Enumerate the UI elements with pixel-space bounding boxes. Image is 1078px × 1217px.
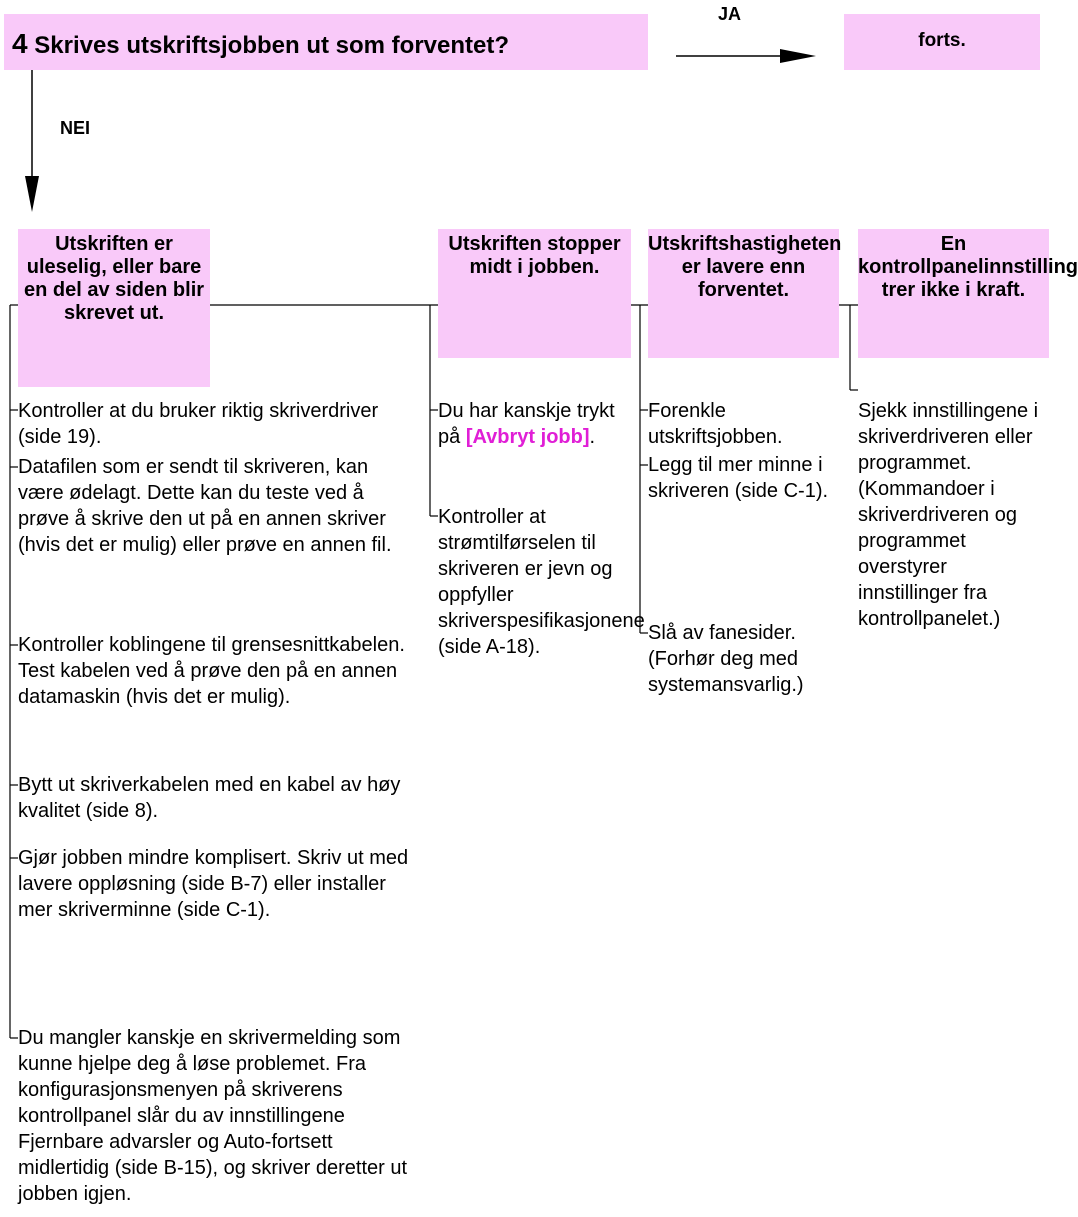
col2-header-box	[438, 229, 631, 358]
col2-header: Utskriften stopper midt i jobben.	[448, 233, 621, 278]
no-arrowhead	[25, 176, 39, 212]
col1-header: Utskriften er uleselig, eller bare en del av siden blir skrevet ut.	[23, 233, 205, 324]
col3-item: Forenkle utskriftsjobben.	[648, 400, 783, 448]
no-label: NEI	[60, 118, 91, 138]
col1-item: Gjør jobben mindre komplisert. Skriv ut med lavere oppløsning (side B-7) eller installer mer skriverminne (side C-1).	[18, 847, 409, 921]
question-box	[4, 14, 648, 70]
col1-item: Du mangler kanskje en skrivermelding som kunne hjelpe deg å løse problemet. Fra konfigurasjonsmenyen på skriverens kontrollpanel slår du av innstillingene Fjernbare advarsler og Auto-fortsett midlertidig (side B-15), og skriver deretter ut jobben igjen.	[18, 1027, 408, 1205]
col3-header-box	[648, 229, 842, 358]
col1-item: Bytt ut skriverkabelen med en kabel av høy kvalitet (side 8).	[18, 774, 401, 822]
yes-label: JA	[718, 4, 742, 24]
continue-box	[844, 14, 1040, 70]
col4-item: Sjekk innstillingene i skriverdriveren eller programmet. (Kommandoer i skriverdriveren og programmet overstyrer innstillinger fra kontrollpanelet.)	[858, 400, 1039, 630]
col1-header-box	[18, 229, 210, 387]
col1-item: Datafilen som er sendt til skriveren, kan være ødelagt. Dette kan du teste ved å prøve å skrive den ut på en annen skriver (hvis det er mulig) eller prøve en annen fil.	[18, 456, 392, 556]
question-number: 4	[12, 28, 28, 59]
col1-item: Kontroller koblingene til grensesnittkabelen. Test kabelen ved å prøve den på en annen datamaskin (hvis det er mulig).	[18, 634, 405, 708]
col2-item: Kontroller at strømtilførselen til skriveren er jevn og oppfyller skriverspesifikasjonene (side A-18).	[438, 506, 645, 658]
col3-item: Legg til mer minne i skriveren (side C-1).	[648, 454, 829, 502]
yes-arrowhead	[780, 49, 816, 63]
question-title	[12, 28, 509, 60]
col4-header: En kontrollpanelinnstilling trer ikke i kraft.	[858, 233, 1078, 301]
col3-header: Utskriftshastigheten er lavere enn forventet.	[648, 233, 842, 301]
continue-label: forts.	[918, 30, 966, 51]
col4-header-box	[858, 229, 1078, 358]
col2-item: Du har kanskje trykt på [Avbryt jobb].	[438, 400, 615, 448]
question-text: Skrives utskriftsjobben ut som forventet?	[34, 32, 510, 59]
cancel-job-link[interactable]: [Avbryt jobb]	[465, 426, 590, 448]
col1-item: Kontroller at du bruker riktig skriverdriver (side 19).	[18, 400, 379, 448]
col3-item: Slå av fanesider. (Forhør deg med systemansvarlig.)	[648, 622, 804, 696]
